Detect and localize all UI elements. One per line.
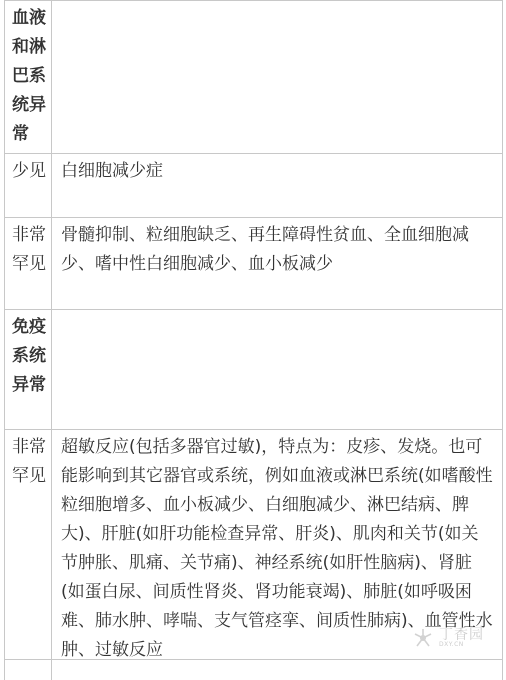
table-row [5,1,502,154]
watermark-logo [411,626,484,650]
description-cell [52,310,502,429]
frequency-cell: 非常罕见 [5,430,52,659]
frequency-cell: 非常罕见 [5,218,52,309]
watermark-name: 丁香园 [439,627,484,643]
watermark-text [439,628,484,648]
adverse-reactions-table [4,0,503,680]
table-row [5,154,502,218]
description-cell: 白细胞减少症 [61,161,163,181]
watermark-domain: DXY.CN [439,641,464,648]
description-cell [52,660,502,680]
description-cell: 超敏反应(包括多器官过敏)，特点为：皮疹、发烧。也可能影响到其它器官或系统，例如血液或淋巴系统(如嗜酸性粒细胞增多、血小板减少、白细胞减少、淋巴结病、脾大)、肝脏(如肝功能检查异常、肝炎)、肌肉和关节(如关节肿胀、肌痛、关节痛)、神经系统(如肝性脑病)、肾脏(如蛋白尿、间质性肾炎、肾功能衰竭)、肺脏(如呼吸困难、肺水肿、哮喘、支气管痉挛、间质性肺病)、血管性水肿、过敏反应 [61,437,493,660]
category-header-cell: 血液和淋巴系统异常 [5,1,52,153]
frequency-cell [5,660,52,680]
clove-flower-icon [411,626,435,650]
frequency-cell: 少见 [5,154,52,217]
category-header-cell: 免疫系统异常 [5,310,52,429]
description-cell: 骨髓抑制、粒细胞缺乏、再生障碍性贫血、全血细胞减少、嗜中性白细胞减少、血小板减少 [61,225,469,274]
table-row [5,218,502,310]
description-cell [52,1,502,153]
table-row [5,310,502,430]
table-row [5,660,502,680]
